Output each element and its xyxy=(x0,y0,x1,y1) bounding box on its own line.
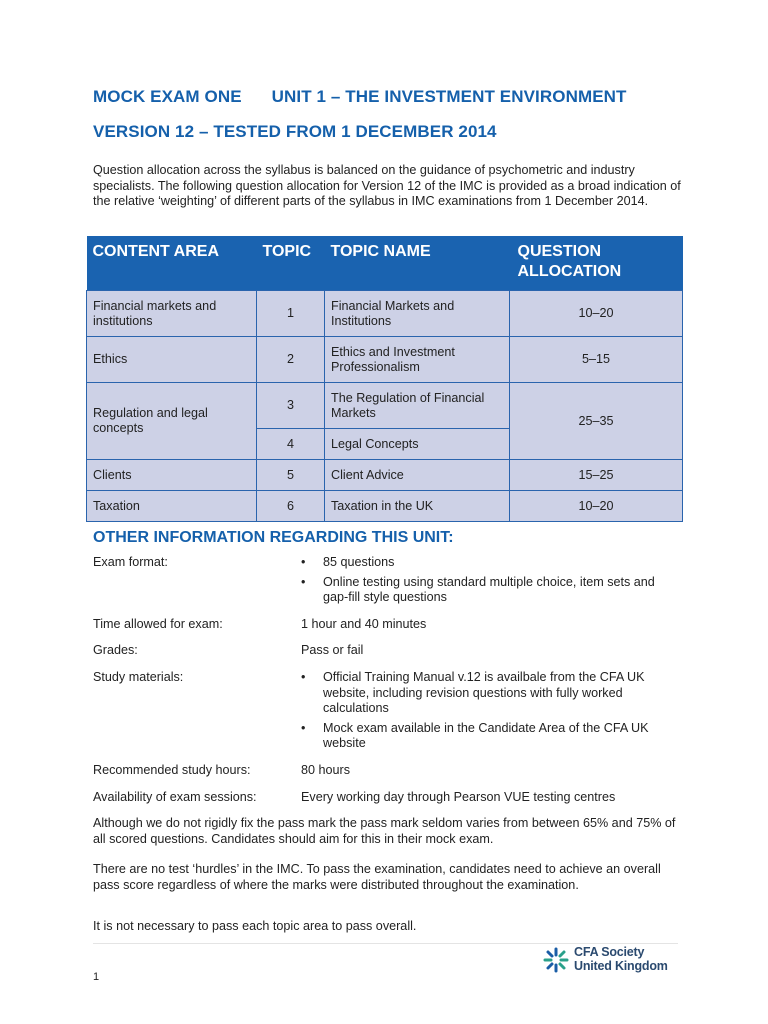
time-value: 1 hour and 40 minutes xyxy=(301,617,427,631)
hours-label: Recommended study hours: xyxy=(93,763,251,777)
cell-topic: 3 xyxy=(257,383,325,429)
other-info-heading: OTHER INFORMATION REGARDING THIS UNIT: xyxy=(93,529,454,546)
time-label: Time allowed for exam: xyxy=(93,617,223,631)
cell-topic-name: Ethics and Investment Professionalism xyxy=(325,337,510,383)
info-exam-sessions xyxy=(93,790,683,808)
cell-topic-name: Legal Concepts xyxy=(325,429,510,460)
bullet-icon: • xyxy=(301,670,306,684)
title-right: UNIT 1 – THE INVESTMENT ENVIRONMENT xyxy=(271,87,627,106)
logo-line2: United Kingdom xyxy=(574,959,668,973)
title-left: MOCK EXAM ONE xyxy=(93,87,242,106)
cell-content-area: Regulation and legal concepts xyxy=(87,383,257,460)
cell-content-area: Financial markets and institutions xyxy=(87,291,257,337)
study-label: Study materials: xyxy=(93,670,184,684)
cell-topic: 4 xyxy=(257,429,325,460)
table-row xyxy=(87,383,683,429)
logo-line1: CFA Society xyxy=(574,945,645,959)
bullet-icon: • xyxy=(301,574,306,589)
info-grades xyxy=(93,643,683,661)
cell-allocation: 10–20 xyxy=(510,491,683,522)
sessions-label: Availability of exam sessions: xyxy=(93,790,257,804)
exam-format-label: Exam format: xyxy=(93,555,168,569)
cell-topic-name: The Regulation of Financial Markets xyxy=(325,383,510,429)
info-study-hours xyxy=(93,763,683,781)
cell-allocation: 5–15 xyxy=(510,337,683,383)
grades-label: Grades: xyxy=(93,643,138,657)
pass-mark-paragraph: Although we do not rigidly fix the pass mark the pass mark seldom varies from between 65% and 75% of all scored questions. Candidates should aim for this in their mock exam. xyxy=(93,816,676,846)
list-item: • Official Training Manual v.12 is availbale from the CFA UK website, including revision questions with fully worked calculations xyxy=(301,670,645,716)
bullet-icon: • xyxy=(301,555,306,569)
cfa-globe-icon xyxy=(542,946,570,974)
cell-topic: 2 xyxy=(257,337,325,383)
bullet-icon: • xyxy=(301,720,306,735)
cell-allocation: 25–35 xyxy=(510,383,683,460)
table-row xyxy=(87,291,683,337)
list-item: • Online testing using standard multiple choice, item sets and gap-fill style questions xyxy=(301,574,655,605)
study-list xyxy=(301,670,681,752)
version-heading: VERSION 12 – TESTED FROM 1 DECEMBER 2014 xyxy=(93,122,497,141)
question-allocation-table xyxy=(86,236,683,522)
table-row xyxy=(87,337,683,383)
exam-format-list xyxy=(301,555,681,606)
hurdles-paragraph: There are no test ‘hurdles’ in the IMC. To pass the examination, candidates need to achieve an overall pass score regardless of where the marks were distributed throughout the examination. xyxy=(93,862,661,892)
header-question-allocation: QUESTION ALLOCATION xyxy=(510,236,683,291)
list-item: • Mock exam available in the Candidate Area of the CFA UK website xyxy=(301,720,649,751)
page-number: 1 xyxy=(93,971,100,983)
info-exam-format xyxy=(93,555,683,607)
table-header-row xyxy=(87,236,683,291)
table-row xyxy=(87,460,683,491)
info-study-materials xyxy=(93,670,683,756)
cell-allocation: 10–20 xyxy=(510,291,683,337)
cell-topic: 1 xyxy=(257,291,325,337)
cell-topic: 6 xyxy=(257,491,325,522)
header-topic: TOPIC xyxy=(257,236,325,291)
page-title xyxy=(93,87,627,107)
cell-content-area: Clients xyxy=(87,460,257,491)
list-item: • 85 questions xyxy=(301,555,395,569)
cfa-society-logo xyxy=(542,945,682,975)
cell-topic-name: Client Advice xyxy=(325,460,510,491)
cell-content-area: Taxation xyxy=(87,491,257,522)
cell-topic-name: Financial Markets and Institutions xyxy=(325,291,510,337)
cell-allocation: 15–25 xyxy=(510,460,683,491)
header-content-area: CONTENT AREA xyxy=(87,236,257,291)
cell-topic: 5 xyxy=(257,460,325,491)
hours-value: 80 hours xyxy=(301,763,351,777)
cell-topic-name: Taxation in the UK xyxy=(325,491,510,522)
info-time-allowed xyxy=(93,617,683,635)
grades-value: Pass or fail xyxy=(301,643,364,657)
topic-area-paragraph: It is not necessary to pass each topic area to pass overall. xyxy=(93,919,417,933)
footer-divider xyxy=(93,943,678,944)
cell-content-area: Ethics xyxy=(87,337,257,383)
sessions-value: Every working day through Pearson VUE testing centres xyxy=(301,790,616,804)
table-row xyxy=(87,491,683,522)
header-topic-name: TOPIC NAME xyxy=(325,236,510,291)
intro-paragraph: Question allocation across the syllabus is balanced on the guidance of psychometric and industry specialists. The following question allocation for Version 12 of the IMC is provided as a broad indication of the relative ‘weighting’ of different parts of the syllabus in IMC examinations from 1 December 2014. xyxy=(93,163,681,209)
